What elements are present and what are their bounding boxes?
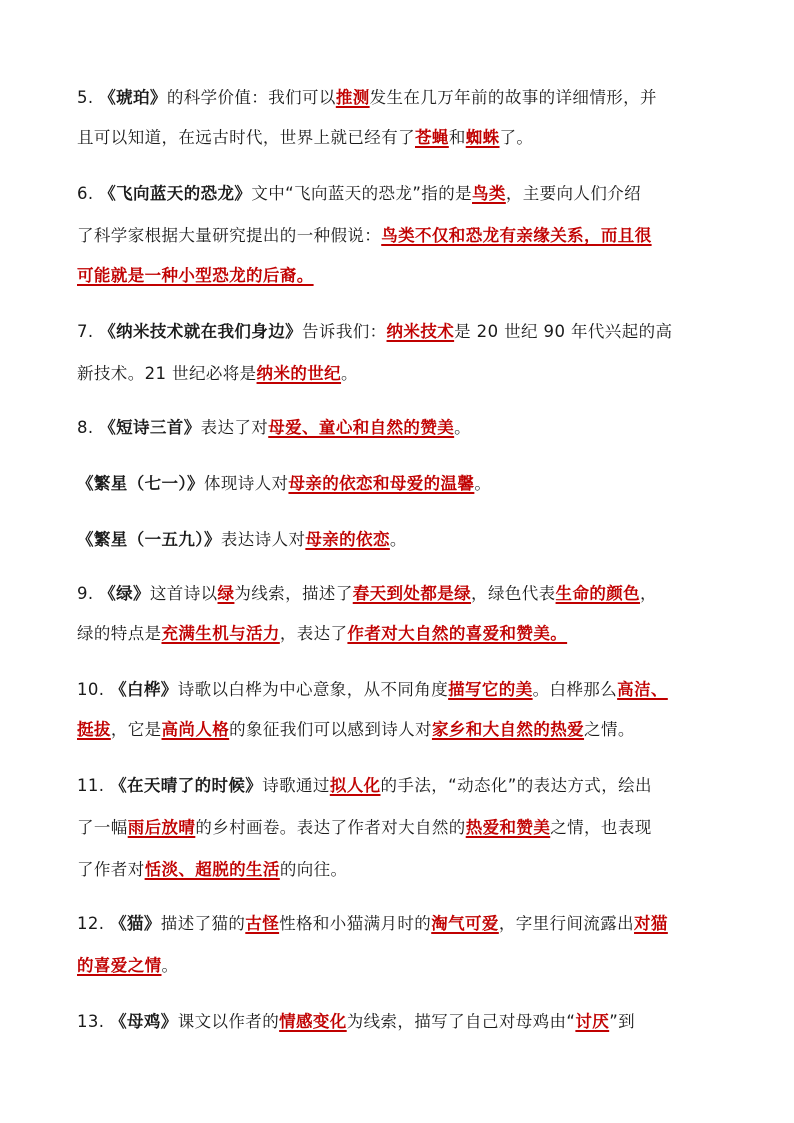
body-text: 。 bbox=[161, 956, 179, 975]
answer-highlight: 讨厌 bbox=[575, 1012, 610, 1031]
body-text: 5. bbox=[77, 88, 100, 107]
answer-highlight: 的喜爱之情 bbox=[77, 956, 162, 975]
answer-highlight: 作者对大自然的喜爱和赞美。 bbox=[347, 624, 568, 643]
answer-highlight: 高尚人格 bbox=[161, 720, 230, 739]
text-line bbox=[77, 954, 178, 978]
body-text: ，绿色代表 bbox=[471, 584, 556, 603]
body-text: 为线索，描述了 bbox=[234, 584, 353, 603]
body-text: 13. bbox=[77, 1012, 111, 1031]
body-text: 且可以知道，在远古时代，世界上就已经有了 bbox=[77, 128, 415, 147]
text-line bbox=[77, 774, 652, 798]
body-text: 7. bbox=[77, 322, 100, 341]
body-text: 的乡村画卷。表达了作者对大自然的 bbox=[195, 818, 466, 837]
body-text: 8. bbox=[77, 418, 100, 437]
body-text: 为线索，描写了自己对母鸡由“ bbox=[346, 1012, 576, 1031]
lesson-title: 《绿》 bbox=[99, 584, 150, 603]
body-text: 诗歌通过 bbox=[262, 776, 330, 795]
text-line bbox=[77, 320, 672, 344]
answer-highlight: 恬淡、超脱的生活 bbox=[144, 860, 280, 879]
body-text: 表达了对 bbox=[200, 418, 269, 437]
text-line bbox=[77, 416, 471, 440]
answer-highlight: 拟人化 bbox=[329, 776, 381, 795]
body-text: 的象征我们可以感到诗人对 bbox=[229, 720, 432, 739]
body-text: 。白桦那么 bbox=[532, 680, 618, 699]
body-text: 和 bbox=[448, 128, 466, 147]
text-line bbox=[77, 182, 641, 206]
body-text: 绿的特点是 bbox=[77, 624, 162, 643]
lesson-title: 《飞向蓝天的恐龙》 bbox=[99, 184, 252, 203]
body-text: 11. bbox=[77, 776, 111, 795]
lesson-title: 《在天晴了的时候》 bbox=[110, 776, 263, 795]
answer-highlight: 雨后放晴 bbox=[127, 818, 196, 837]
answer-highlight: 鸟类不仅和恐龙有亲缘关系，而且很 bbox=[381, 226, 652, 245]
body-text: 。 bbox=[454, 418, 472, 437]
text-line bbox=[77, 86, 657, 110]
body-text: ， bbox=[640, 584, 657, 603]
body-text: ，字里行间流露出 bbox=[498, 914, 635, 933]
body-text: ，表达了 bbox=[279, 624, 348, 643]
body-text: 之情。 bbox=[584, 720, 635, 739]
body-text: 是 20 世纪 90 年代兴起的高 bbox=[454, 322, 673, 341]
answer-highlight: 热爱和赞美 bbox=[465, 818, 551, 837]
lesson-title: 《母鸡》 bbox=[110, 1012, 178, 1031]
text-line bbox=[77, 224, 652, 248]
answer-highlight: 蜘蛛 bbox=[465, 128, 500, 147]
body-text: 发生在几万年前的故事的详细情形，并 bbox=[369, 88, 657, 107]
body-text: 诗歌以白桦为中心意象，从不同角度 bbox=[177, 680, 449, 699]
answer-highlight: 高洁、 bbox=[617, 680, 668, 699]
body-text: 的科学价值：我们可以 bbox=[166, 88, 336, 107]
answer-highlight: 绿 bbox=[217, 584, 235, 603]
answer-highlight: 鸟类 bbox=[472, 184, 506, 203]
text-line bbox=[77, 912, 668, 936]
body-text: 9. bbox=[77, 584, 100, 603]
answer-highlight: 描写它的美 bbox=[448, 680, 533, 699]
answer-highlight: 情感变化 bbox=[279, 1012, 347, 1031]
answer-highlight: 挺拔 bbox=[77, 720, 111, 739]
text-line bbox=[77, 126, 533, 150]
answer-highlight: 春天到处都是绿 bbox=[352, 584, 472, 603]
answer-highlight: 母爱、童心和自然的赞美 bbox=[268, 418, 455, 437]
text-line bbox=[77, 858, 347, 882]
answer-highlight: 淘气可爱 bbox=[431, 914, 499, 933]
text-line bbox=[77, 528, 407, 552]
body-text: ，它是 bbox=[110, 720, 162, 739]
body-text: ”到 bbox=[609, 1012, 636, 1031]
body-text: 之情，也表现 bbox=[550, 818, 652, 837]
body-text: 描述了猫的 bbox=[160, 914, 246, 933]
body-text: 了。 bbox=[499, 128, 534, 147]
answer-highlight: 家乡和大自然的热爱 bbox=[431, 720, 585, 739]
lesson-title: 《白桦》 bbox=[110, 680, 178, 699]
body-text: 。 bbox=[474, 474, 492, 493]
answer-highlight: 古怪 bbox=[245, 914, 280, 933]
body-text: 12. bbox=[77, 914, 111, 933]
body-text: 了作者对 bbox=[77, 860, 145, 879]
lesson-title: 《琥珀》 bbox=[99, 88, 167, 107]
text-line bbox=[77, 582, 657, 606]
body-text: 性格和小猫满月时的 bbox=[279, 914, 432, 933]
text-line bbox=[77, 264, 314, 288]
answer-highlight: 母亲的依恋和母爱的温馨 bbox=[288, 474, 475, 493]
text-line bbox=[77, 362, 358, 386]
lesson-title: 《猫》 bbox=[110, 914, 161, 933]
body-text: 。 bbox=[341, 364, 358, 383]
body-text: 这首诗以 bbox=[149, 584, 218, 603]
answer-highlight: 对猫 bbox=[634, 914, 668, 933]
body-text: 了一幅 bbox=[77, 818, 128, 837]
lesson-title: 《纳米技术就在我们身边》 bbox=[99, 322, 303, 341]
body-text: 课文以作者的 bbox=[177, 1012, 280, 1031]
answer-highlight: 推测 bbox=[335, 88, 370, 107]
answer-highlight: 苍蝇 bbox=[415, 128, 449, 147]
body-text: ，主要向人们介绍 bbox=[505, 184, 642, 203]
text-line bbox=[77, 816, 652, 840]
body-text: 的向往。 bbox=[279, 860, 348, 879]
lesson-title: 《繁星（七一）》 bbox=[77, 474, 204, 493]
body-text: 10. bbox=[77, 680, 111, 699]
body-text: 新技术。21 世纪必将是 bbox=[77, 364, 257, 383]
lesson-title: 《短诗三首》 bbox=[99, 418, 201, 437]
body-text: 的手法，“动态化”的表达方式，绘出 bbox=[380, 776, 652, 795]
answer-highlight: 充满生机与活力 bbox=[161, 624, 280, 643]
answer-highlight: 纳米的世纪 bbox=[256, 364, 342, 383]
answer-highlight: 可能就是一种小型恐龙的后裔。 bbox=[77, 266, 314, 285]
body-text: 告诉我们： bbox=[302, 322, 387, 341]
lesson-title: 《繁星（一五九）》 bbox=[77, 530, 221, 549]
text-line bbox=[77, 472, 491, 496]
body-text: 文中“飞向蓝天的恐龙”指的是 bbox=[251, 184, 473, 203]
answer-highlight: 生命的颜色 bbox=[555, 584, 641, 603]
text-line bbox=[77, 1010, 635, 1034]
body-text: 体现诗人对 bbox=[203, 474, 289, 493]
text-line bbox=[77, 678, 668, 702]
answer-highlight: 母亲的依恋 bbox=[305, 530, 390, 549]
text-line bbox=[77, 622, 567, 646]
body-text: 6. bbox=[77, 184, 100, 203]
body-text: 表达诗人对 bbox=[220, 530, 306, 549]
body-text: 。 bbox=[389, 530, 407, 549]
text-line bbox=[77, 718, 635, 742]
body-text: 了科学家根据大量研究提出的一种假说： bbox=[77, 226, 382, 245]
answer-highlight: 纳米技术 bbox=[386, 322, 455, 341]
